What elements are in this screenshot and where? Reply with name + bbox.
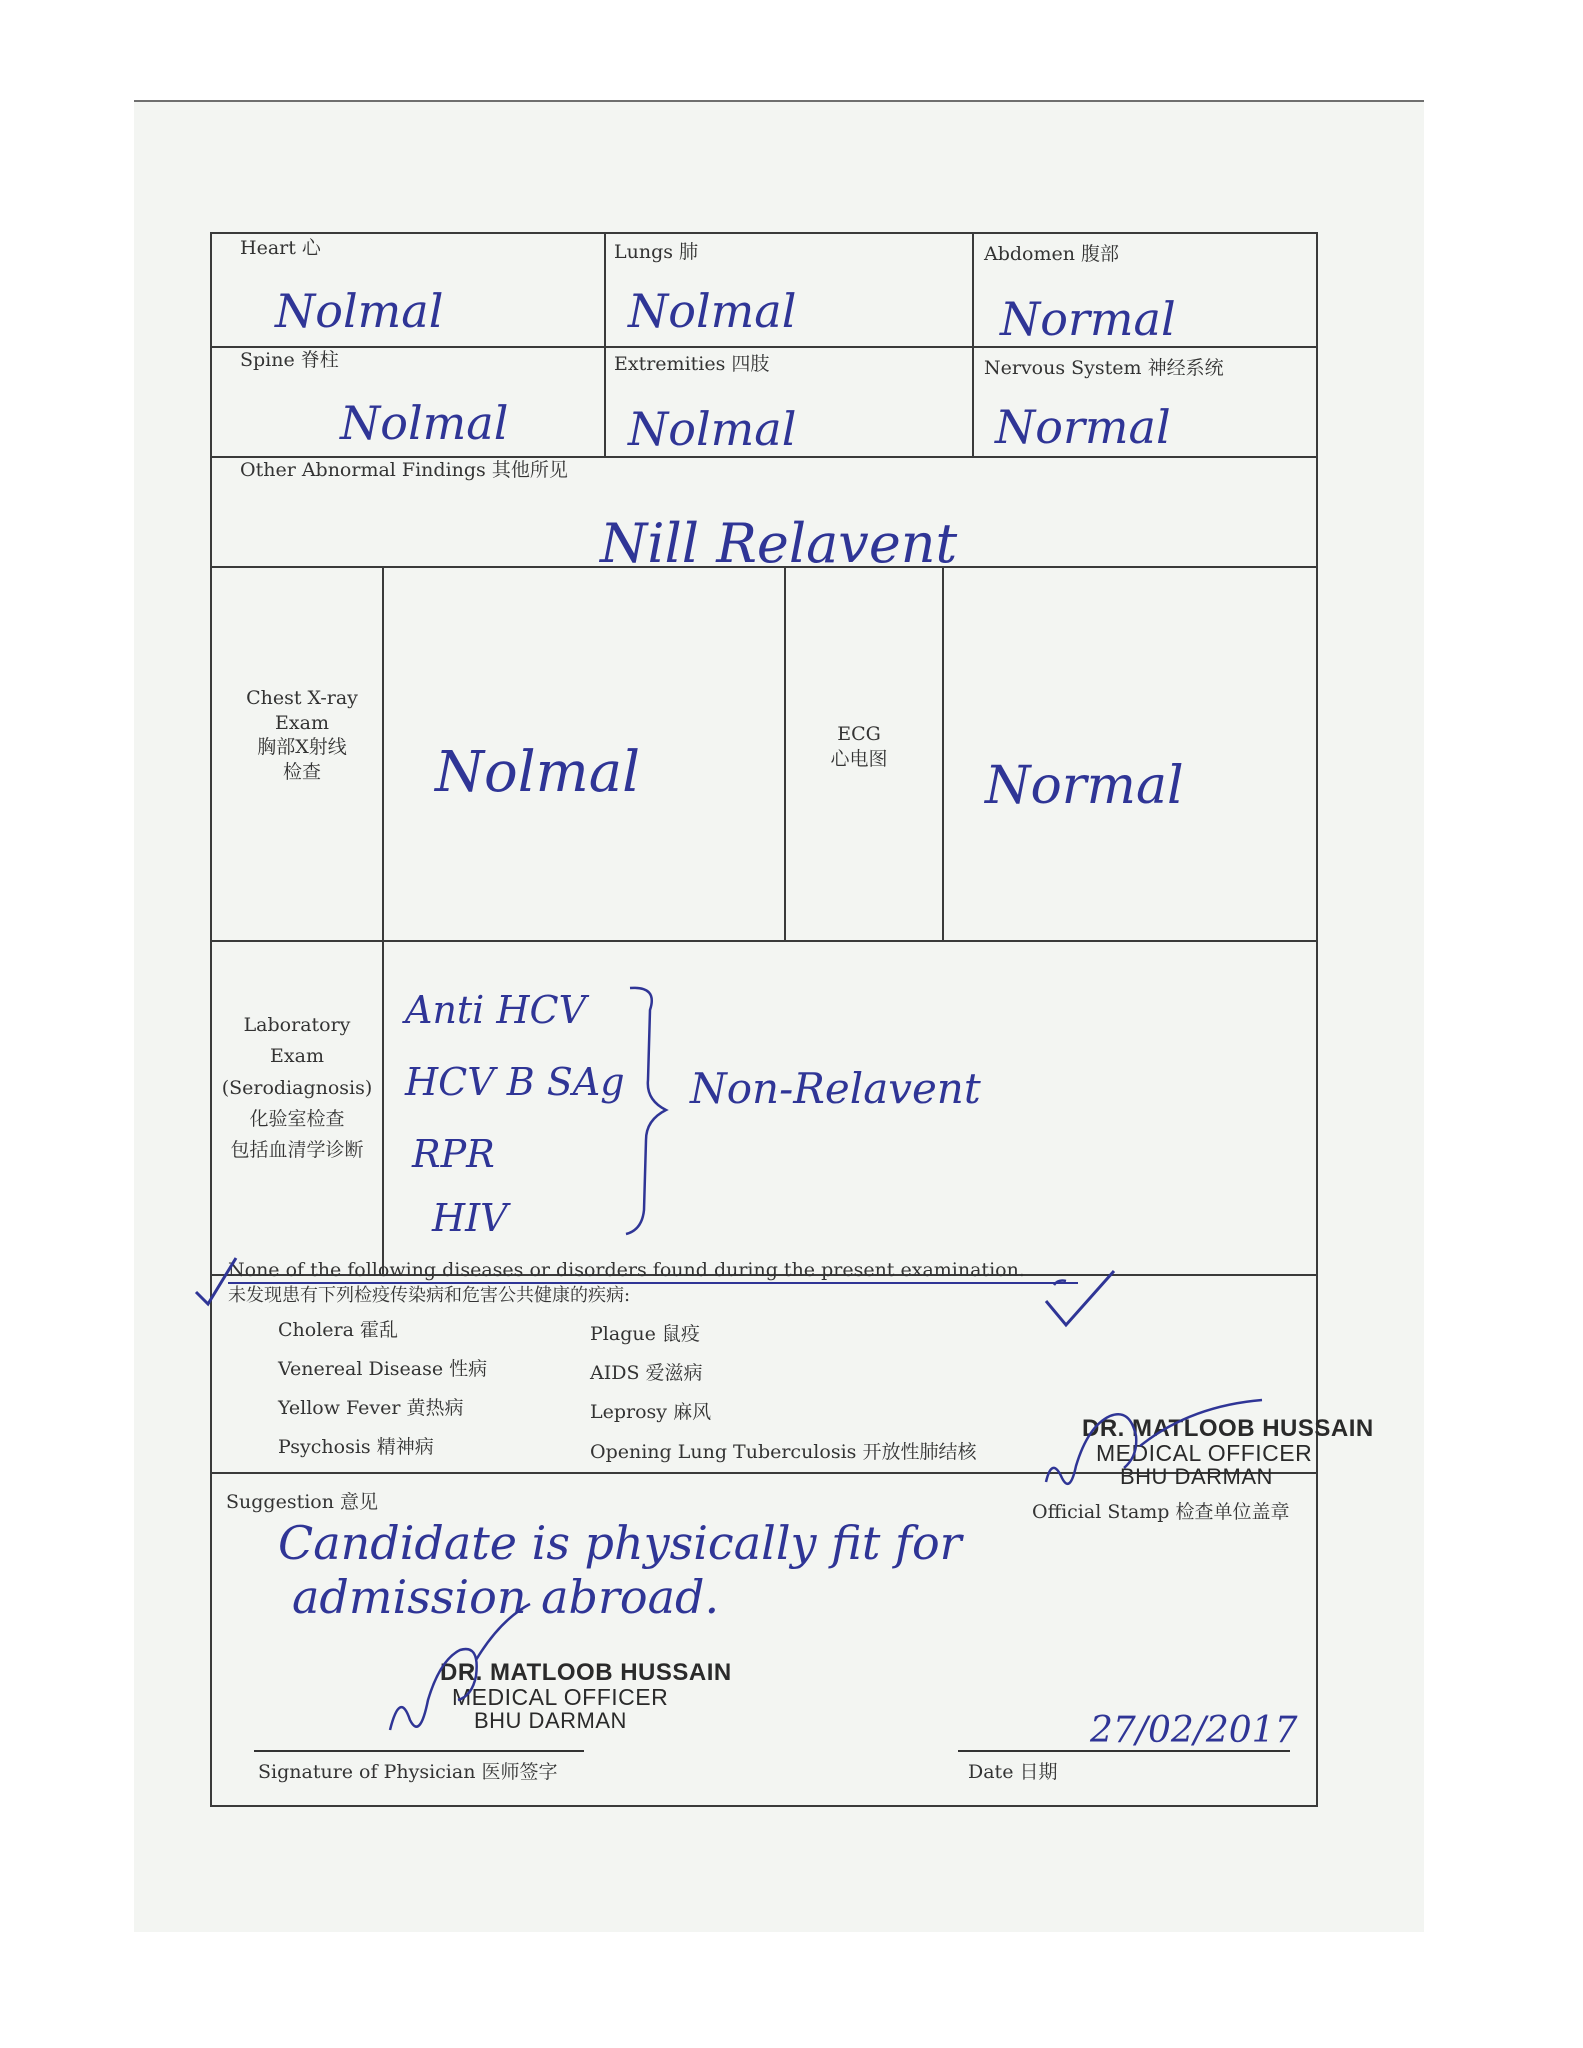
lab-brace bbox=[620, 980, 680, 1240]
check-mark-icon bbox=[192, 1252, 242, 1312]
col-divider bbox=[942, 566, 944, 940]
physician-signature-upper bbox=[1040, 1386, 1280, 1506]
nervous-system-label: Nervous System 神经系统 bbox=[984, 357, 1224, 379]
physician-stamp: DR. MATLOOB HUSSAIN MEDICAL OFFICER BHU DARMAN bbox=[440, 1659, 732, 1734]
lab-test-hbsag: HCV B SAg bbox=[405, 1060, 625, 1104]
chest-xray-label: Chest X-ray Exam 胸部X射线 检查 bbox=[246, 687, 358, 784]
disease-psychosis: Psychosis 精神病 bbox=[278, 1436, 434, 1458]
lab-test-anti-hcv: Anti HCV bbox=[405, 988, 587, 1032]
extremities-value: Nolmal bbox=[628, 402, 797, 456]
nervous-system-value: Normal bbox=[995, 400, 1171, 454]
disease-yellow-fever: Yellow Fever 黄热病 bbox=[278, 1397, 464, 1419]
lab-result: Non-Relavent bbox=[690, 1064, 981, 1113]
disease-leprosy: Leprosy 麻风 bbox=[590, 1401, 712, 1423]
ecg-value: Normal bbox=[985, 756, 1184, 816]
suggestion-label: Suggestion 意见 bbox=[226, 1491, 379, 1513]
official-stamp-label: Official Stamp 检查单位盖章 bbox=[1032, 1501, 1290, 1523]
chest-xray-value: Nolmal bbox=[435, 740, 641, 805]
spine-value: Nolmal bbox=[340, 396, 509, 450]
heart-value: Nolmal bbox=[275, 284, 444, 338]
abdomen-label: Abdomen 腹部 bbox=[984, 243, 1120, 265]
disease-tuberculosis: Opening Lung Tuberculosis 开放性肺结核 bbox=[590, 1441, 977, 1463]
diseases-heading: None of the following diseases or disorders found during the present examination. bbox=[228, 1259, 1025, 1281]
physician-signature bbox=[380, 1600, 540, 1740]
col-divider bbox=[972, 234, 974, 456]
diseases-heading-cn: 未发现患有下列检疫传染病和危害公共健康的疾病: bbox=[228, 1285, 631, 1306]
suggestion-text-line2: admission abroad. bbox=[292, 1570, 720, 1624]
signature-label: Signature of Physician 医师签字 bbox=[258, 1761, 558, 1783]
extremities-label: Extremities 四肢 bbox=[614, 353, 770, 375]
heart-label: Heart 心 bbox=[240, 237, 321, 259]
check-mark-icon bbox=[1040, 1265, 1120, 1335]
signature-line bbox=[254, 1750, 584, 1752]
col-divider bbox=[382, 566, 384, 1274]
disease-venereal: Venereal Disease 性病 bbox=[278, 1358, 488, 1380]
lab-test-hiv: HIV bbox=[432, 1196, 508, 1240]
disease-aids: AIDS 爱滋病 bbox=[590, 1362, 703, 1384]
row-divider bbox=[212, 940, 1316, 942]
ecg-label: ECG 心电图 bbox=[830, 723, 888, 770]
col-divider bbox=[604, 234, 606, 456]
disease-plague: Plague 鼠疫 bbox=[590, 1323, 700, 1345]
other-findings-label: Other Abnormal Findings 其他所见 bbox=[240, 459, 568, 481]
official-stamp: DR. MATLOOB HUSSAIN MEDICAL OFFICER BHU DARMAN bbox=[1082, 1415, 1374, 1490]
lab-test-rpr: RPR bbox=[412, 1132, 495, 1176]
lab-exam-label: Laboratory Exam (Serodiagnosis) 化验室检查 包括血清学诊断 bbox=[221, 1014, 373, 1162]
other-findings-value: Nill Relavent bbox=[600, 512, 958, 575]
spine-label: Spine 脊柱 bbox=[240, 349, 339, 371]
disease-cholera: Cholera 霍乱 bbox=[278, 1319, 398, 1341]
date-value: 27/02/2017 bbox=[1090, 1710, 1298, 1751]
suggestion-text-line1: Candidate is physically fit for bbox=[278, 1516, 962, 1570]
abdomen-value: Normal bbox=[1000, 292, 1176, 346]
lungs-value: Nolmal bbox=[628, 284, 797, 338]
lungs-label: Lungs 肺 bbox=[614, 241, 699, 263]
row-divider bbox=[212, 346, 1316, 348]
date-label: Date 日期 bbox=[968, 1761, 1058, 1783]
